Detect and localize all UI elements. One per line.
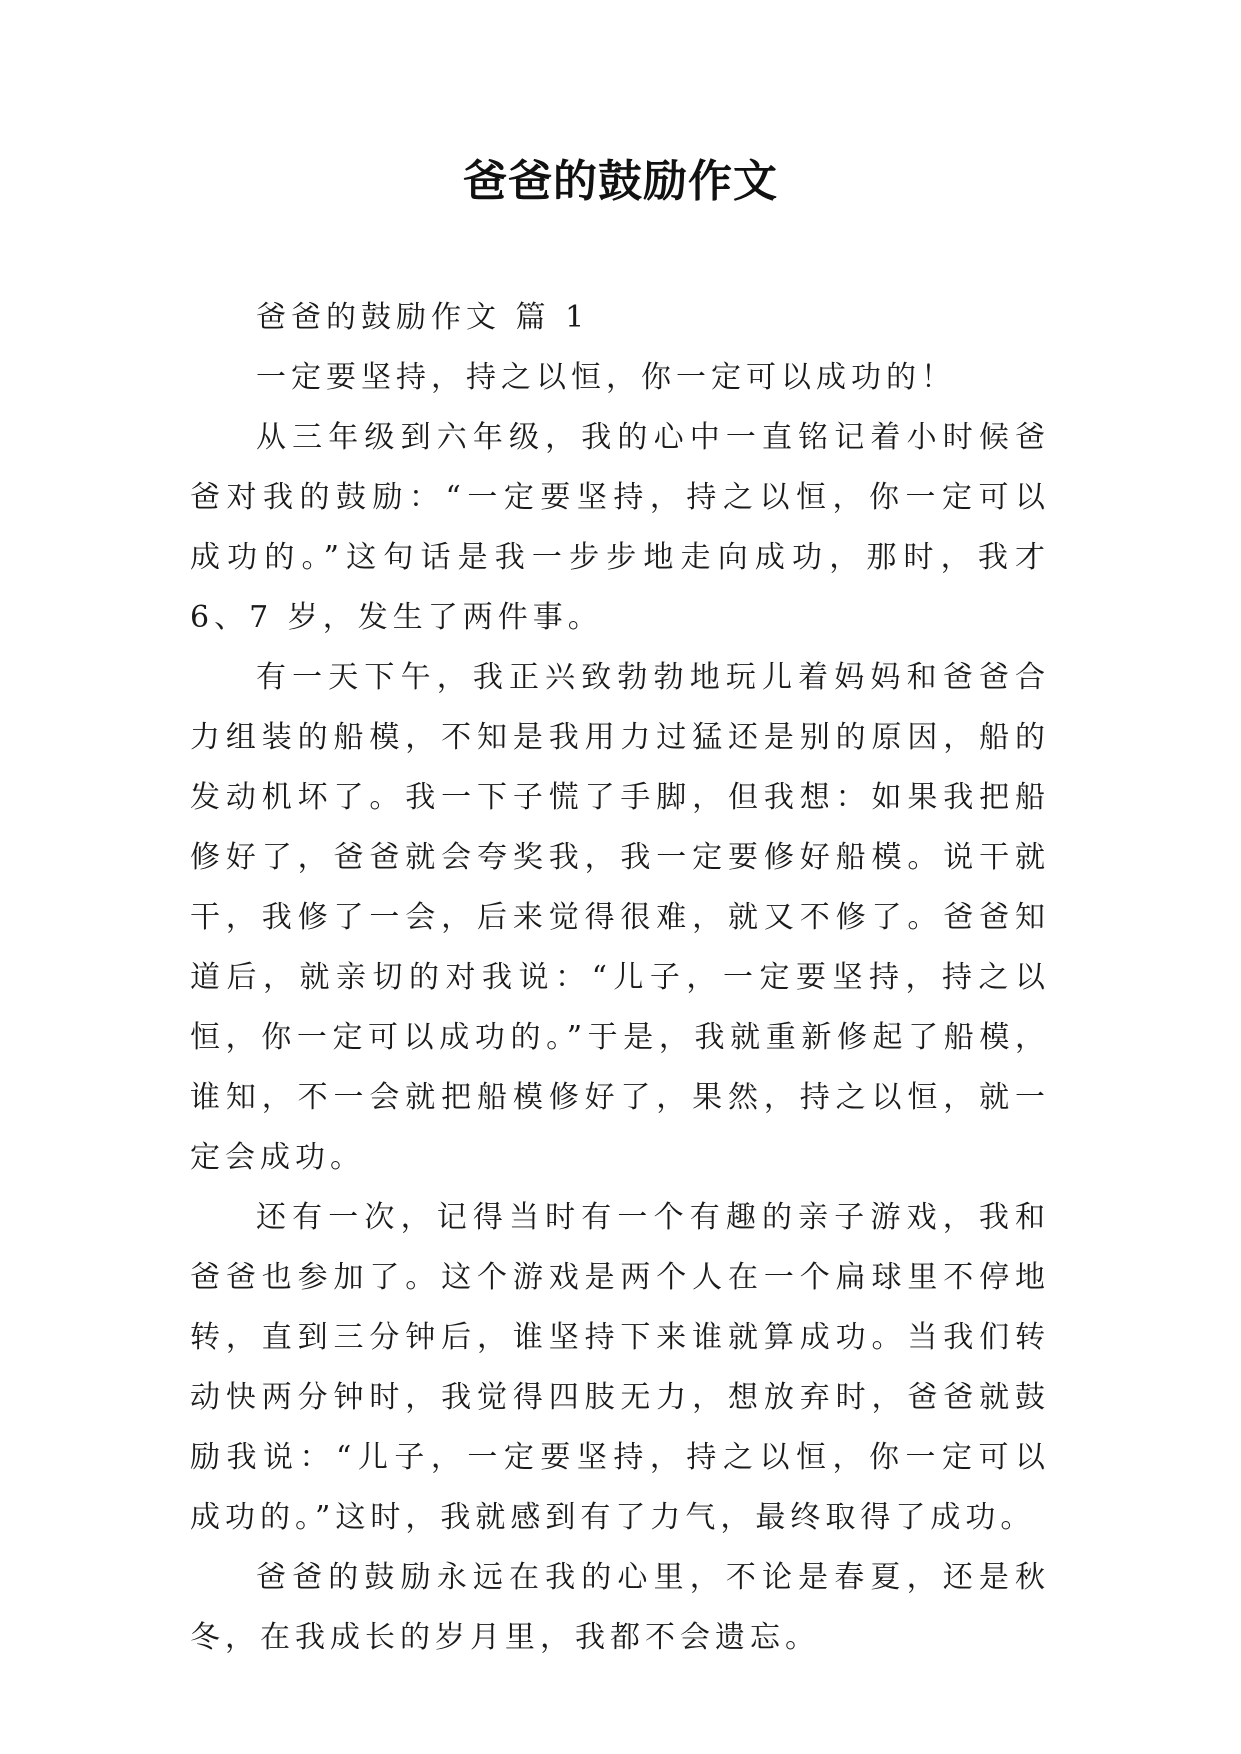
paragraph-4: 还有一次，记得当时有一个有趣的亲子游戏，我和爸爸也参加了。这个游戏是两个人在一个扁球里不停地转，直到三分钟后，谁坚持下来谁就算成功。当我们转动快两分钟时，我觉得四肢无力，想放弃时，爸爸就鼓励我说：“儿子，一定要坚持，持之以恒，你一定可以成功的。”这时，我就感到有了力气，最终取得了成功。 xyxy=(190,1200,1050,1535)
document-body xyxy=(190,288,1050,1668)
paragraph-3: 有一天下午，我正兴致勃勃地玩儿着妈妈和爸爸合力组装的船模，不知是我用力过猛还是别的原因，船的发动机坏了。我一下子慌了手脚，但我想：如果我把船修好了，爸爸就会夸奖我，我一定要修好船模。说干就干，我修了一会，后来觉得很难，就又不修了。爸爸知道后，就亲切的对我说：“儿子，一定要坚持，持之以恒，你一定可以成功的。”于是，我就重新修起了船模，谁知，不一会就把船模修好了，果然，持之以恒，就一定会成功。 xyxy=(190,660,1050,1175)
paragraph-1: 一定要坚持，持之以恒，你一定可以成功的！ xyxy=(256,360,956,395)
section-heading: 爸爸的鼓励作文 篇 1 xyxy=(256,300,590,335)
paragraph-5: 爸爸的鼓励永远在我的心里，不论是春夏，还是秋冬，在我成长的岁月里，我都不会遗忘。 xyxy=(190,1560,1050,1655)
paragraph-2: 从三年级到六年级，我的心中一直铭记着小时候爸爸对我的鼓励：“一定要坚持，持之以恒，你一定可以成功的。”这句话是我一步步地走向成功，那时，我才 6、7 岁，发生了两件事。 xyxy=(190,420,1050,635)
document-title: 爸爸的鼓励作文 xyxy=(463,156,778,207)
